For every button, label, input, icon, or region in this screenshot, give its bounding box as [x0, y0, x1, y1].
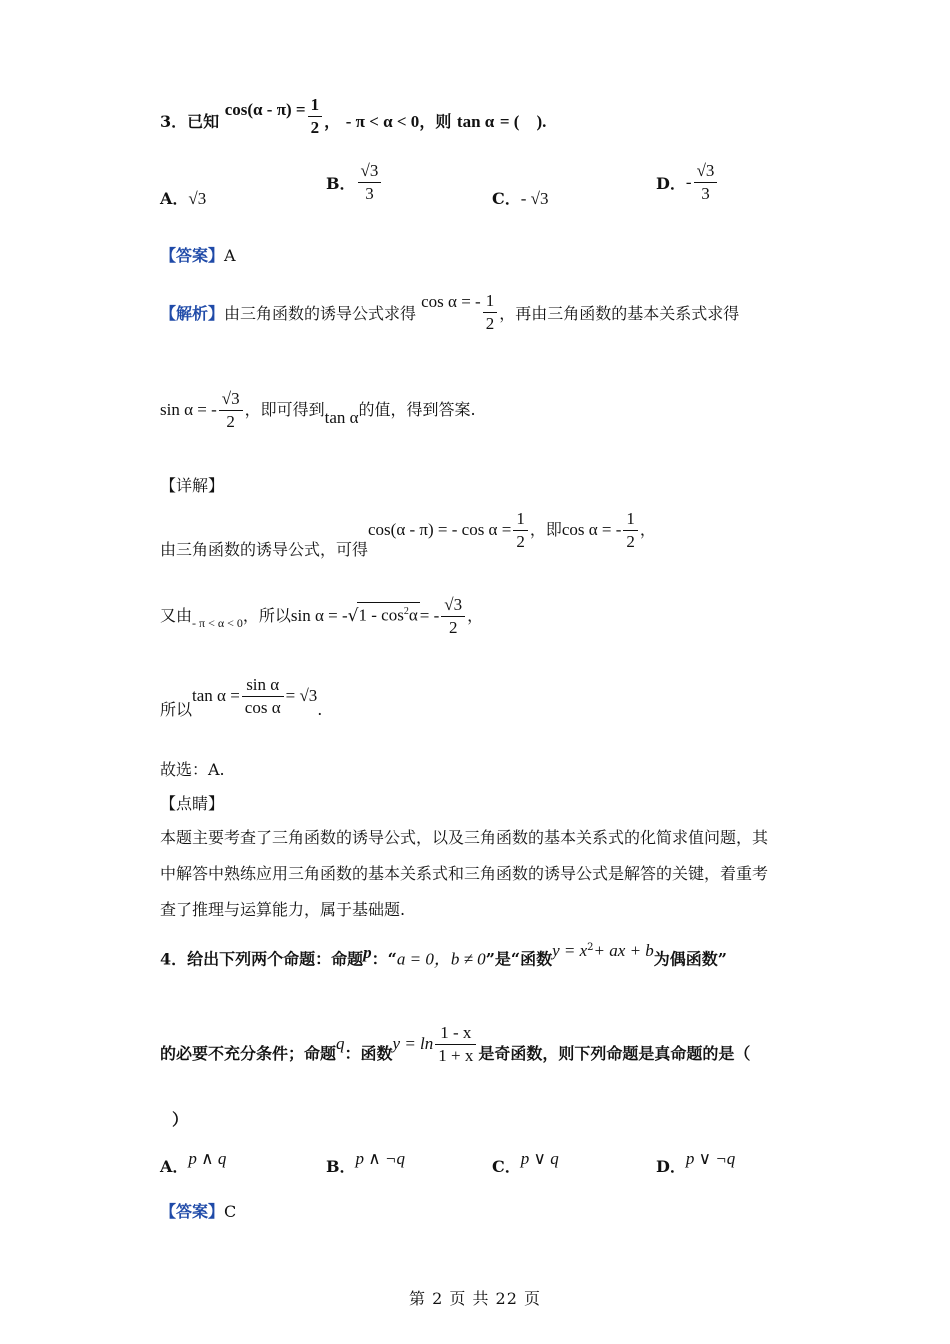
analysis-3-line-2: sin α = - $\frac{√3}{2}$ ，即可得到tan α的值，得到答案. [160, 389, 476, 431]
comment-3-line-1: 本题主要考查了三角函数的诱导公式，以及三角函数的基本关系式的化简求值问题，其 [160, 828, 769, 847]
question-4-stem-1: 4．给出下列两个命题：命题p：“a = 0，b ≠ 0”是“函数$y = x^2+$ ax + b为偶函数” [160, 941, 728, 969]
page-footer: 第 2 页 共 22 页 [409, 1289, 541, 1308]
q3-option-d: D．- $\frac{√3}{3}$ [656, 160, 719, 205]
q3-option-a: A．√3 [160, 189, 207, 208]
q3-condition-fraction: $\frac{1}{2}$ [308, 94, 323, 139]
question-4-stem-3: ） [172, 1110, 189, 1129]
question-3-stem: 3．已知 cos(α - π) = $\frac{1}{2}$ ， - π < α < 0，则 tan α = ( ). [160, 95, 547, 137]
comment-3-tag: 【点睛】 [160, 794, 225, 813]
q3-condition-lhs: cos(α - π) = [224, 100, 306, 119]
answer-3: 【答案】A [160, 246, 236, 265]
q4-option-a: A．p ∧ q [160, 1149, 227, 1176]
detail-3-line-3: 所以tan α = $\frac{\text{sin α}}{\text{cos α}}$ = √3. [160, 675, 323, 719]
q3-option-b: B． $\frac{√3}{3}$ [326, 160, 383, 205]
q4-option-d: D．p ∨ ¬q [656, 1149, 736, 1176]
answer-4: 【答案】C [160, 1202, 237, 1221]
q4-option-c: C．p ∨ q [492, 1149, 559, 1176]
q4-option-b: B．p ∧ ¬q [326, 1149, 405, 1176]
question-4-stem-2: 的必要不充分条件；命题q：函数y = ln $\frac{1 - x}{1 + x}$ 是奇函数，则下列命题是真命题的是（ [160, 1023, 751, 1065]
analysis-3: 【解析】由三角函数的诱导公式求得 cos α = - $\frac{1}{2}$ ，再由三角函数的基本关系式求得 [160, 291, 740, 333]
detail-3-line-1: 由三角函数的诱导公式，可得cos(α - π) = - cos α = $\frac{1}{2}$ ，即cos α = - $\frac{1}{2}$ ， [160, 509, 656, 559]
detail-3-tag: 【详解】 [160, 476, 225, 495]
q3-range: - π < α < 0 [345, 112, 420, 131]
comment-3-line-3: 查了推理与运算能力，属于基础题. [160, 900, 406, 919]
choice-3: 故选：A. [160, 760, 225, 779]
detail-3-line-2: 又由$_{- \pi < \alpha < 0}$，所以$\sin \alpha = -√1 - \cos^2\alpha$ = - $\frac{√3}{2}$ ， [160, 595, 484, 637]
comment-3-line-2: 中解答中熟练应用三角函数的基本关系式和三角函数的诱导公式是解答的关键，着重考 [160, 864, 769, 883]
q3-target: tan α [456, 112, 495, 131]
q3-option-c: C．- √3 [492, 189, 549, 208]
